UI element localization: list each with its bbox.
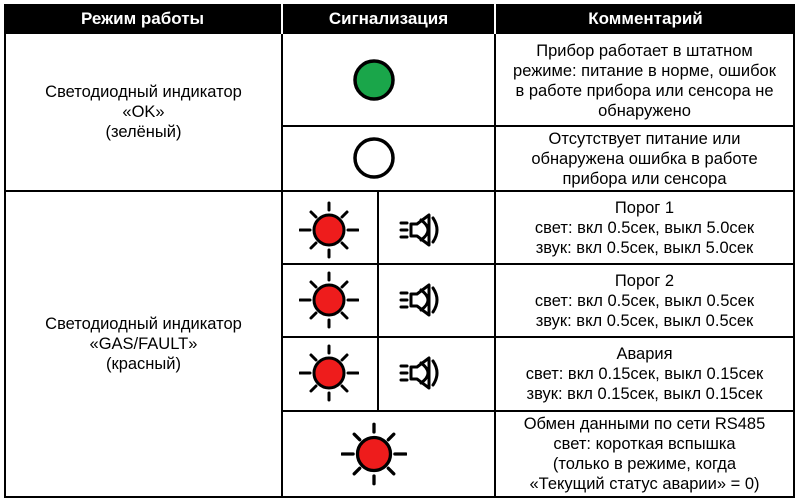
comment-ok-on: Прибор работает в штатном режиме: питание в норме, ошибок в работе прибора или сенсора не обнаружено: [513, 41, 776, 120]
red-led-blinking-icon: [299, 270, 359, 330]
header-signal: Сигнализация: [283, 4, 494, 34]
green-led-on-icon: [352, 58, 396, 102]
red-led-blinking-icon: [299, 343, 359, 403]
led-circle: [355, 139, 393, 177]
led-circle: [355, 61, 393, 99]
red-led-blinking-icon: [299, 200, 359, 260]
comment-threshold1: Порог 1 свет: вкл 0.5сек, выкл 5.0сек звук: вкл 0.5сек, выкл 5.0сек: [534, 198, 755, 257]
mode-gas-fault: Светодиодный индикатор «GAS/FAULT» (красный): [45, 315, 242, 373]
siren-sound-icon: [399, 280, 447, 320]
red-led-blinking-icon: [341, 421, 407, 487]
header-mode: Режим работы: [4, 4, 281, 34]
led-circle: [358, 438, 391, 471]
comment-alarm: Авария свет: вкл 0.15сек, выкл 0.15сек звук: вкл 0.15сек, выкл 0.15сек: [525, 345, 764, 403]
comment-ok-off: Отсутствует питание или обнаружена ошибка в работе прибора или сенсора: [531, 129, 758, 188]
comment-threshold2: Порог 2 свет: вкл 0.5сек, выкл 0.5сек звук: вкл 0.5сек, выкл 0.5сек: [534, 271, 755, 330]
led-circle: [314, 215, 344, 245]
led-circle: [314, 285, 344, 315]
led-off-icon: [352, 136, 396, 180]
led-circle: [314, 358, 344, 388]
header-comment: Комментарий: [496, 4, 795, 34]
comment-rs485: Обмен данными по сети RS485 свет: короткая вспышка (только в режиме, когда «Текущий статус аварии» = 0): [523, 415, 766, 493]
siren-sound-icon: [399, 353, 447, 393]
mode-ok: Светодиодный индикатор «OK» (зелёный): [45, 83, 242, 141]
signal-table: [4, 4, 795, 498]
siren-sound-icon: [399, 210, 447, 250]
